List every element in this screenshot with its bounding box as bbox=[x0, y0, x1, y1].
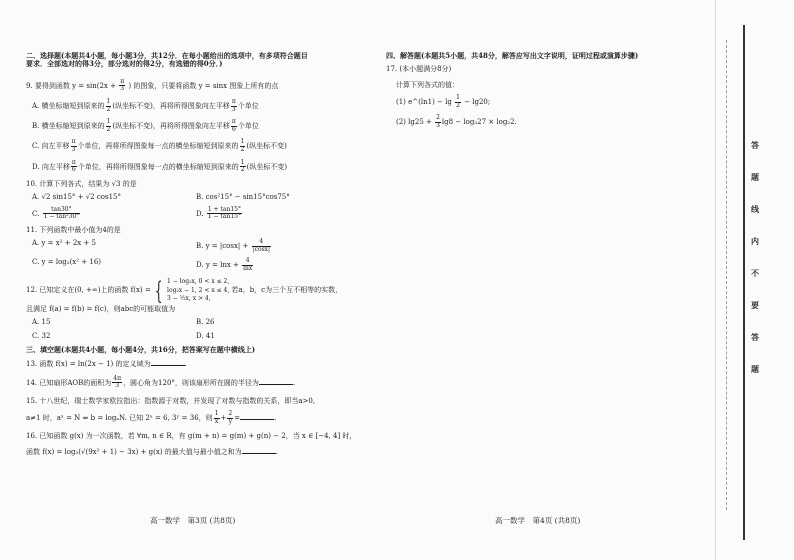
question-10: 10. 计算下列各式，结果为 √3 的是 bbox=[26, 179, 137, 188]
question-15: 15. 十八世纪，瑞士数学家欧拉指出：指数源于对数，并发现了对数与指数的关系，即当a>0, a≠1 时，aˣ = N ⇔ b = logₐN. 已知 2ˣ = 6, 3ʸ = 36，则 $\frac{1}{x}$ + $\frac{2}{y}$ = . bbox=[26, 396, 316, 425]
option-9a: A. 横坐标缩短到原来的 $\frac{1}{2}$ (纵坐标不变)，再将所得图象向左平移 $\frac{\pi}{3}$ 个单位 bbox=[32, 97, 259, 113]
page-3-footer: 高一数学 第3页 (共8页) bbox=[150, 516, 236, 525]
binding-margin bbox=[715, 0, 794, 560]
options-11-ab: A. y = x² + 2x + 5 B. y = |cosx| + $\frac{4}{|\cos x|}$ bbox=[32, 238, 271, 253]
section-2-heading: 二、选择题(本题共4小题，每小题3分，共12分．在每小题给出的选项中，有多项符合题目 要求．全部选对的得3分，部分选对的得2分，有选错的得0分．) bbox=[26, 51, 308, 69]
options-11-cd: C. y = log₃(x² + 16) D. y = lnx + $\frac{4}{\ln x}$ bbox=[32, 257, 253, 272]
binding-rule bbox=[743, 25, 745, 540]
exam-page-3 bbox=[0, 0, 370, 560]
answer-blank bbox=[259, 384, 293, 385]
answer-blank bbox=[240, 419, 274, 420]
fraction: $\frac{\pi}{3}$ bbox=[120, 77, 125, 93]
options-12-ab: A. 15 B. 26 bbox=[32, 318, 215, 327]
cut-line bbox=[726, 40, 727, 510]
binding-notice: 答 题 线 内 不 要 答 题 bbox=[751, 140, 759, 374]
exam-page-4 bbox=[370, 0, 715, 560]
question-17-part-2: (2) lg25 + $\frac{2}{3}$ lg8 − log₃27 × log₂2. bbox=[396, 114, 517, 129]
question-17-part-1: (1) e^(ln1) − lg $\frac{1}{2}$ − lg20; bbox=[396, 94, 491, 109]
question-17-title: 17. (本小题满分8分) bbox=[386, 65, 452, 74]
question-12-condition: 且满足 f(a) = f(b) = f(c)，则abc的可能取值为 bbox=[26, 304, 176, 313]
option-9d: D. 向左平移 $\frac{\pi}{6}$ 个单位，再将所得图象每一点的横坐标缩短到原来的 $\frac{1}{2}$ (纵坐标不变) bbox=[32, 158, 288, 174]
question-14: 14. 已知扇形AOB的面积为 $\frac{4\pi}{3}$ ，圆心角为120°，则该扇形所在圆的半径为 . bbox=[26, 374, 296, 390]
options-10-ab: A. √2 sin15° + √2 cos15° B. cos²15° − sin15°cos75° bbox=[32, 193, 290, 202]
options-12-cd: C. 32 D. 41 bbox=[32, 331, 215, 340]
option-9c: C. 向左平移 $\frac{\pi}{3}$ 个单位，再将所得图象每一点的横坐标缩短到原来的 $\frac{1}{2}$ (纵坐标不变) bbox=[32, 138, 287, 153]
question-12: 12. 已知定义在(0, +∞)上的函数 f(x) = { 1 − log₂x, 0 < x ≤ 2, log₂x − 1, 2 < x ≤ 4, 3 − ½x, x > 4, 若a，b，c为三个互不相等的实数， bbox=[26, 276, 343, 305]
answer-blank bbox=[151, 365, 185, 366]
option-9b: B. 横坐标缩短到原来的 $\frac{1}{2}$ (纵坐标不变)，再将所得图象向左平移 $\frac{\pi}{6}$ 个单位 bbox=[32, 118, 259, 133]
question-16: 16. 已知函数 g(x) 为一次函数，若 ∀m, n ∈ R，有 g(m + n) = g(m) + g(n) − 2，当 x ∈ [−4, 4] 时， 函数 f(x) = log₂(√(9x² + 1) − 3x) + g(x) 的最大值与最小值之和为 . bbox=[26, 432, 357, 456]
brace-icon: { bbox=[154, 276, 163, 305]
piecewise-definition: 1 − log₂x, 0 < x ≤ 2, log₂x − 1, 2 < x ≤ 4, 3 − ½x, x > 4, bbox=[167, 278, 230, 302]
section-3-heading: 三、填空题(本题共4小题，每小题4分，共16分，把答案写在题中横线上) bbox=[26, 344, 256, 354]
page-4-footer: 高一数学 第4页 (共8页) bbox=[495, 516, 581, 525]
question-9: 9. 要得到函数 y = sin(2x + $\frac{\pi}{3}$ ) 的图象，只要将函数 y = sinx 图象上所有的点 bbox=[26, 77, 279, 93]
section-4-heading: 四、解答题(本题共5小题，共48分，解答应写出文字说明，证明过程或演算步骤) bbox=[386, 51, 639, 60]
question-17-stem: 计算下列各式的值： bbox=[396, 80, 459, 89]
question-13: 13. 函数 f(x) = ln(2x − 1) 的定义域为 . bbox=[26, 360, 187, 369]
answer-blank bbox=[242, 453, 276, 454]
question-11: 11. 下列函数中最小值为4的是 bbox=[26, 225, 121, 234]
options-10-cd: C. $\frac{\tan 30^\circ}{\text{1 − tan²30°}}$ D. $\frac{1 + \tan 15^\circ}{1 - \tan 15^\circ}$ bbox=[32, 205, 241, 221]
